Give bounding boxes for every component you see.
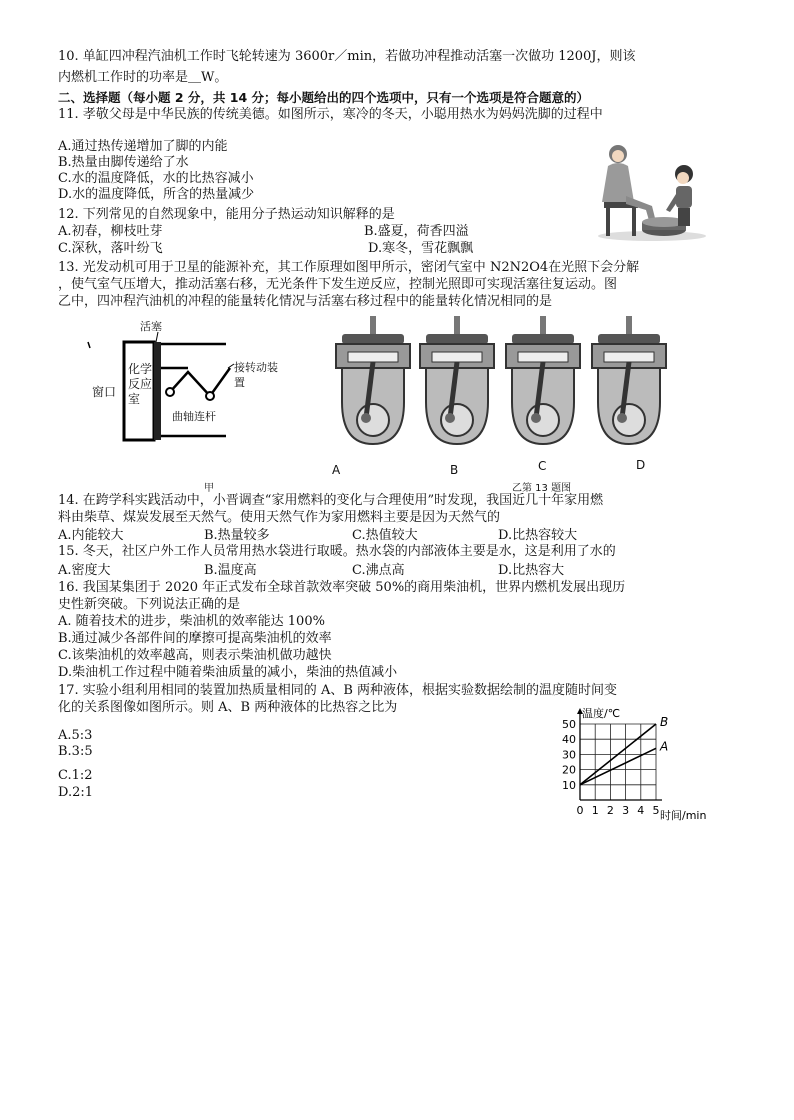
figure-jia-caption: 甲 bbox=[204, 483, 214, 494]
series-label-A: A bbox=[660, 739, 669, 754]
q11-option-d: D.水的温度降低，所含的热量减少 bbox=[58, 187, 255, 202]
q14-option-b: B.热量较多 bbox=[204, 528, 270, 543]
q14-option-c: C.热值较大 bbox=[352, 528, 418, 543]
label-chamber: 化学反应室 bbox=[128, 362, 153, 406]
q12-option-b: B.盛夏，荷香四溢 bbox=[364, 224, 469, 239]
q16-option-c: C.该柴油机的效率越高，则表示柴油机做功越快 bbox=[58, 648, 332, 663]
light-engine-diagram bbox=[84, 312, 244, 448]
q12-option-a: A.初春，柳枝吐芽 bbox=[58, 224, 163, 239]
x-tick-label: 3 bbox=[622, 804, 630, 817]
engine-strokes-diagram bbox=[322, 312, 682, 462]
q13-line3: 乙中，四冲程汽油机的冲程的能量转化情况与活塞右移过程中的能量转化情况相同的是 bbox=[58, 294, 553, 309]
label-window: 窗口 bbox=[92, 385, 117, 399]
q17-option-b: B.3:5 bbox=[58, 744, 93, 759]
q16-option-a: A. 随着技术的进步，柴油机的效率能达 100% bbox=[58, 614, 325, 629]
q15-stem: 15. 冬天，社区户外工作人员常用热水袋进行取暖。热水袋的内部液体主要是水，这是利用了水的 bbox=[58, 544, 616, 559]
x-tick-label: 1 bbox=[591, 804, 599, 817]
q15-option-a: A.密度大 bbox=[58, 563, 111, 578]
q15-option-d: D.比热容大 bbox=[498, 563, 565, 578]
q17-option-d: D.2:1 bbox=[58, 785, 94, 800]
engine-label-b: B bbox=[450, 463, 459, 477]
figure-yi-caption: 乙第 13 题图 bbox=[512, 483, 572, 494]
series-label-B: B bbox=[660, 715, 669, 729]
x-tick-label: 5 bbox=[652, 804, 660, 817]
q13-line2: ，使气室气压增大，推动活塞右移，无光条件下发生逆反应，控制光照即可实现活塞往复运动。图 bbox=[58, 277, 618, 292]
q15-option-b: B.温度高 bbox=[204, 563, 257, 578]
q14-line2: 料由柴草、煤炭发展至天然气。使用天然气作为家用燃料主要是因为天然气的 bbox=[58, 510, 501, 525]
q16-line2: 史性新突破。下列说法正确的是 bbox=[58, 597, 241, 612]
q16-option-b: B.通过减少各部件间的摩擦可提高柴油机的效率 bbox=[58, 631, 332, 646]
q13-line1: 13. 光发动机可用于卫星的能源补充，其工作原理如图甲所示，密闭气室中 N2N2O4在光照下会分解 bbox=[58, 260, 640, 275]
q17-option-c: C.1:2 bbox=[58, 768, 93, 783]
q11-option-b: B.热量由脚传递给了水 bbox=[58, 155, 189, 170]
q12-option-c: C.深秋，落叶纷飞 bbox=[58, 241, 163, 256]
chart-series bbox=[580, 715, 668, 785]
q10-line2: 内燃机工作时的功率是＿W。 bbox=[58, 70, 228, 85]
q10-line1: 10. 单缸四冲程汽油机工作时飞轮转速为 3600r／min，若做功冲程推动活塞一次做功 1200J，则该 bbox=[58, 49, 636, 64]
q14-line1: 14. 在跨学科实践活动中，小晋调查“家用燃料的变化与合理使用”时发现，我国近几十年家用燃 bbox=[58, 493, 604, 508]
engine-d bbox=[592, 316, 666, 444]
foot-washing-illustration bbox=[596, 136, 708, 242]
temperature-time-chart bbox=[540, 702, 730, 826]
q14-option-a: A.内能较大 bbox=[58, 528, 124, 543]
y-tick-label: 30 bbox=[562, 748, 576, 762]
y-tick-label: 10 bbox=[562, 778, 576, 792]
chart-y-axis-label: 温度/℃ bbox=[582, 707, 621, 720]
label-crank: 曲轴连杆 bbox=[172, 410, 216, 423]
label-connect: 接转动装置 bbox=[234, 361, 278, 389]
q15-option-c: C.沸点高 bbox=[352, 563, 405, 578]
q16-line1: 16. 我国某集团于 2020 年正式发布全球首款效率突破 50%的商用柴油机，世界内燃机发展出现历 bbox=[58, 580, 626, 595]
engine-a bbox=[336, 316, 410, 444]
chart-grid bbox=[580, 724, 656, 800]
engine-label-a: A bbox=[332, 463, 341, 477]
q12-option-d: D.寒冬，雪花飘飘 bbox=[368, 241, 474, 256]
q16-option-d: D.柴油机工作过程中随着柴油质量的减小，柴油的热值减小 bbox=[58, 665, 398, 680]
engine-b bbox=[420, 316, 494, 444]
q14-option-d: D.比热容较大 bbox=[498, 528, 578, 543]
x-tick-label: 0 bbox=[576, 804, 584, 817]
q11-option-a: A.通过热传递增加了脚的内能 bbox=[58, 139, 228, 154]
q17-option-a: A.5:3 bbox=[58, 728, 93, 743]
y-tick-label: 50 bbox=[562, 718, 576, 731]
engine-label-c: C bbox=[538, 459, 547, 473]
engine-label-d: D bbox=[636, 458, 646, 472]
q11-option-c: C.水的温度降低，水的比热容减小 bbox=[58, 171, 254, 186]
chart-x-axis-label: 时间/min bbox=[660, 809, 707, 822]
engine-c bbox=[506, 316, 580, 444]
q11-stem: 11. 孝敬父母是中华民族的传统美德。如图所示，寒冷的冬天，小聪用热水为妈妈洗脚的过程中 bbox=[58, 107, 603, 122]
q17-line2: 化的关系图像如图所示。则 A、B 两种液体的比热容之比为 bbox=[58, 700, 398, 715]
x-tick-label: 4 bbox=[637, 804, 645, 817]
q12-stem: 12. 下列常见的自然现象中，能用分子热运动知识解释的是 bbox=[58, 207, 395, 222]
y-tick-label: 20 bbox=[562, 763, 576, 777]
q17-line1: 17. 实验小组利用相同的装置加热质量相同的 A、B 两种液体，根据实验数据绘制的温度随时间变 bbox=[58, 683, 618, 698]
x-tick-label: 2 bbox=[606, 804, 614, 817]
y-tick-label: 40 bbox=[562, 733, 576, 747]
section2-heading: 二、选择题（每小题 2 分，共 14 分；每小题给出的四个选项中，只有一个选项是符合题意的） bbox=[58, 90, 590, 105]
label-piston: 活塞 bbox=[140, 320, 162, 333]
